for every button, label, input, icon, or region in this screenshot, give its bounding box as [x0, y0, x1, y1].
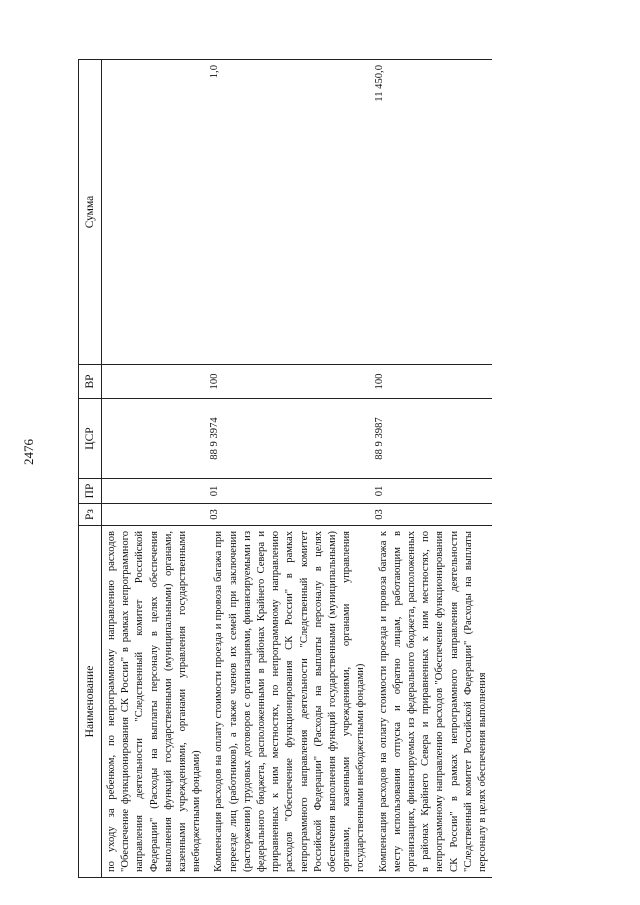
- table-row: [371, 60, 493, 878]
- table-row: [206, 60, 370, 878]
- table-row: [102, 60, 207, 878]
- row-name: Компенсация расходов на оплату стоимости проезда и провоза багажа к месту использования отпуска и обратно лицам, работающим в организациях, финансируемых из федерального бюджета, расположенных в районах Крайнего Севера и приравненных к ним местностях, по непрограммному направлению расходов "Обеспечение функционирования СК России" в рамках непрограммного направления деятельности "Следственный комитет Российской Федерации" (Расходы на выплаты персоналу в целях обеспечения выполнения: [371, 526, 493, 878]
- row-rz: 03: [371, 504, 493, 526]
- header-vr: ВР: [79, 365, 102, 399]
- header-csr: ЦСР: [79, 399, 102, 479]
- row-pr: 01: [206, 479, 370, 504]
- row-sum: 1,0: [206, 60, 370, 365]
- row-vr: 100: [371, 365, 493, 399]
- row-vr: [102, 365, 207, 399]
- row-rz: 03: [206, 504, 370, 526]
- row-sum: 11 450,0: [371, 60, 493, 365]
- header-name: Наименование: [79, 526, 102, 878]
- row-pr: [102, 479, 207, 504]
- row-csr: [102, 399, 207, 479]
- row-sum: [102, 60, 207, 365]
- rotated-table-container: [78, 60, 598, 878]
- row-csr: 88 9 3974: [206, 399, 370, 479]
- row-pr: 01: [371, 479, 493, 504]
- header-sum: Сумма: [79, 60, 102, 365]
- table-header-row: [79, 60, 102, 878]
- row-rz: [102, 504, 207, 526]
- row-vr: 100: [206, 365, 370, 399]
- row-name: по уходу за ребенком, по непрограммному направлению расходов "Обеспечение функционирования СК России" в рамках непрограммного направления деятельности "Следственный комитет Российской Федерации" (Расходы на выплаты персоналу в целях обеспечения выполнения функций государственными (муниципальными) органами, казенными учреждениями, органами управления государственными внебюджетными фондами): [102, 526, 207, 878]
- row-csr: 88 9 3987: [371, 399, 493, 479]
- budget-table: [78, 59, 492, 878]
- header-rz: Рз: [79, 504, 102, 526]
- header-pr: ПР: [79, 479, 102, 504]
- row-name: Компенсация расходов на оплату стоимости проезда и провоза багажа при переезде лиц (работников), а также членов их семей при заключении (расторжении) трудовых договоров с организациями, финансируемыми из федерального бюджета, расположенными в районах Крайнего Севера и приравненных к ним местностях, по непрограммному направлению расходов "Обеспечение функционирования СК России" в рамках непрограммного направления деятельности "Следственный комитет Российской Федерации" (Расходы на выплаты персоналу в целях обеспечения выполнения функций государственными (муниципальными) органами, казенными учреждениями, органами управления государственными внебюджетными фондами): [206, 526, 370, 878]
- page-number: 2476: [21, 439, 36, 465]
